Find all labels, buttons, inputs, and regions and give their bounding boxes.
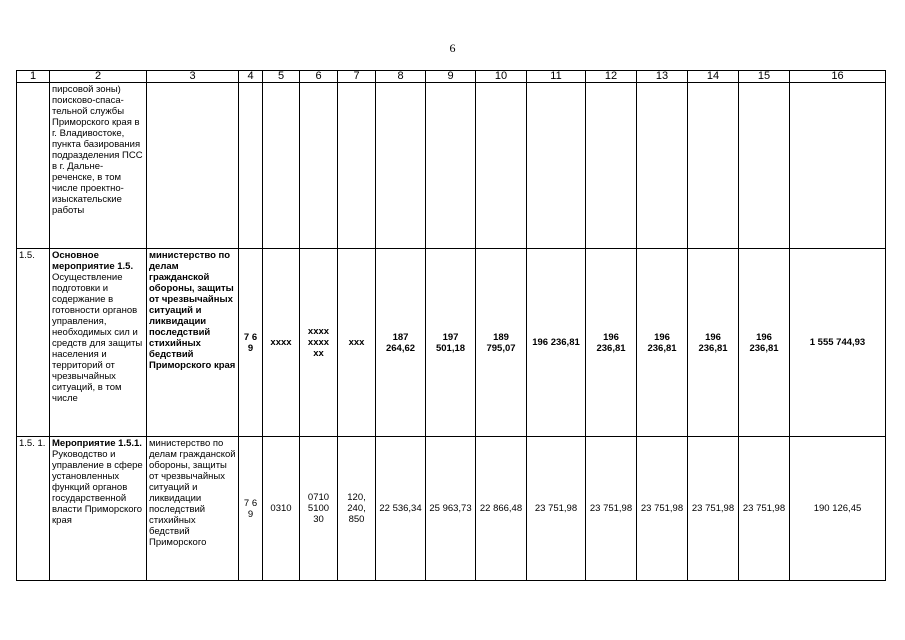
- header-cell: 10: [476, 71, 527, 83]
- amount-cell: 22 536,34: [376, 437, 426, 581]
- cell: [376, 83, 426, 249]
- amount-cell: 23 751,98: [527, 437, 586, 581]
- amount-cell: 23 751,98: [688, 437, 739, 581]
- amount-cell: 23 751,98: [739, 437, 790, 581]
- section-code: 0310: [263, 437, 300, 581]
- header-cell: 7: [338, 71, 376, 83]
- total-cell: 190 126,45: [790, 437, 886, 581]
- row-number: 1.5. 1.: [17, 437, 50, 581]
- executor-cell: министерство по делам гражданской обороны, защиты от чрезвычайных ситуаций и ликвидации последствий стихийных бедствий Приморского края: [147, 249, 239, 437]
- table-row: [17, 249, 886, 437]
- table-row: [17, 83, 886, 249]
- amount-cell: 22 866,48: [476, 437, 527, 581]
- cell: [263, 83, 300, 249]
- header-cell: 12: [586, 71, 637, 83]
- header-cell: 16: [790, 71, 886, 83]
- section-code: хххх: [263, 249, 300, 437]
- amount-cell: 23 751,98: [637, 437, 688, 581]
- header-cell: 9: [426, 71, 476, 83]
- activity-description: [50, 437, 147, 581]
- amount-cell: 25 963,73: [426, 437, 476, 581]
- amount-cell: 196 236,81: [586, 249, 637, 437]
- amount-cell: 23 751,98: [586, 437, 637, 581]
- amount-cell: 196 236,81: [527, 249, 586, 437]
- table-header-row: [17, 71, 886, 83]
- cell: [739, 83, 790, 249]
- cell: [586, 83, 637, 249]
- amount-cell: 197 501,18: [426, 249, 476, 437]
- header-cell: 13: [637, 71, 688, 83]
- amount-cell: 196 236,81: [637, 249, 688, 437]
- header-cell: 2: [50, 71, 147, 83]
- expense-type: ххх: [338, 249, 376, 437]
- header-cell: 1: [17, 71, 50, 83]
- cell: [338, 83, 376, 249]
- table-row: [17, 437, 886, 581]
- budget-table: [16, 70, 886, 581]
- cell: [790, 83, 886, 249]
- executor-cell: [147, 83, 239, 249]
- activity-text: Руководство и управление в сфере установленных функций органов государственной власти Приморского края: [52, 449, 143, 526]
- total-cell: 1 555 744,93: [790, 249, 886, 437]
- cell: [527, 83, 586, 249]
- header-cell: 15: [739, 71, 790, 83]
- cell: [426, 83, 476, 249]
- page-number: 6: [449, 41, 456, 55]
- target-code: 0710 5100 30: [300, 437, 338, 581]
- header-cell: 8: [376, 71, 426, 83]
- activity-description: [50, 249, 147, 437]
- activity-description: пирсовой зоны) поисково-спаса-тельной службы Приморского края в г. Владивостоке, пункта базирования подразделения ПСС в г. Дальне-реченске, в том числе проектно-изыскательские работы: [50, 83, 147, 249]
- target-code: хххх хххх хх: [300, 249, 338, 437]
- activity-text: Осуществление подготовки и содержание в готовности органов управления, необходимых сил и средств для защиты населения и территорий от чрезвычайных ситуаций, в том числе: [52, 272, 143, 404]
- amount-cell: 196 236,81: [688, 249, 739, 437]
- cell: [300, 83, 338, 249]
- row-number: [17, 83, 50, 249]
- cell: [476, 83, 527, 249]
- cell: [688, 83, 739, 249]
- amount-cell: 187 264,62: [376, 249, 426, 437]
- amount-cell: 189 795,07: [476, 249, 527, 437]
- grbs-code: 7 6 9: [239, 249, 263, 437]
- header-cell: 5: [263, 71, 300, 83]
- header-cell: 11: [527, 71, 586, 83]
- row-number: 1.5.: [17, 249, 50, 437]
- expense-type: 120, 240, 850: [338, 437, 376, 581]
- grbs-code: 7 6 9: [239, 437, 263, 581]
- executor-cell: министерство по делам гражданской обороны, защиты от чрезвычайных ситуаций и ликвидации последствий стихийных бедствий Приморского: [147, 437, 239, 581]
- activity-title: Основное мероприятие 1.5.: [52, 250, 134, 272]
- header-cell: 3: [147, 71, 239, 83]
- header-cell: 6: [300, 71, 338, 83]
- cell: [637, 83, 688, 249]
- header-cell: 4: [239, 71, 263, 83]
- cell: [239, 83, 263, 249]
- activity-title: Мероприятие 1.5.1.: [52, 438, 142, 449]
- amount-cell: 196 236,81: [739, 249, 790, 437]
- header-cell: 14: [688, 71, 739, 83]
